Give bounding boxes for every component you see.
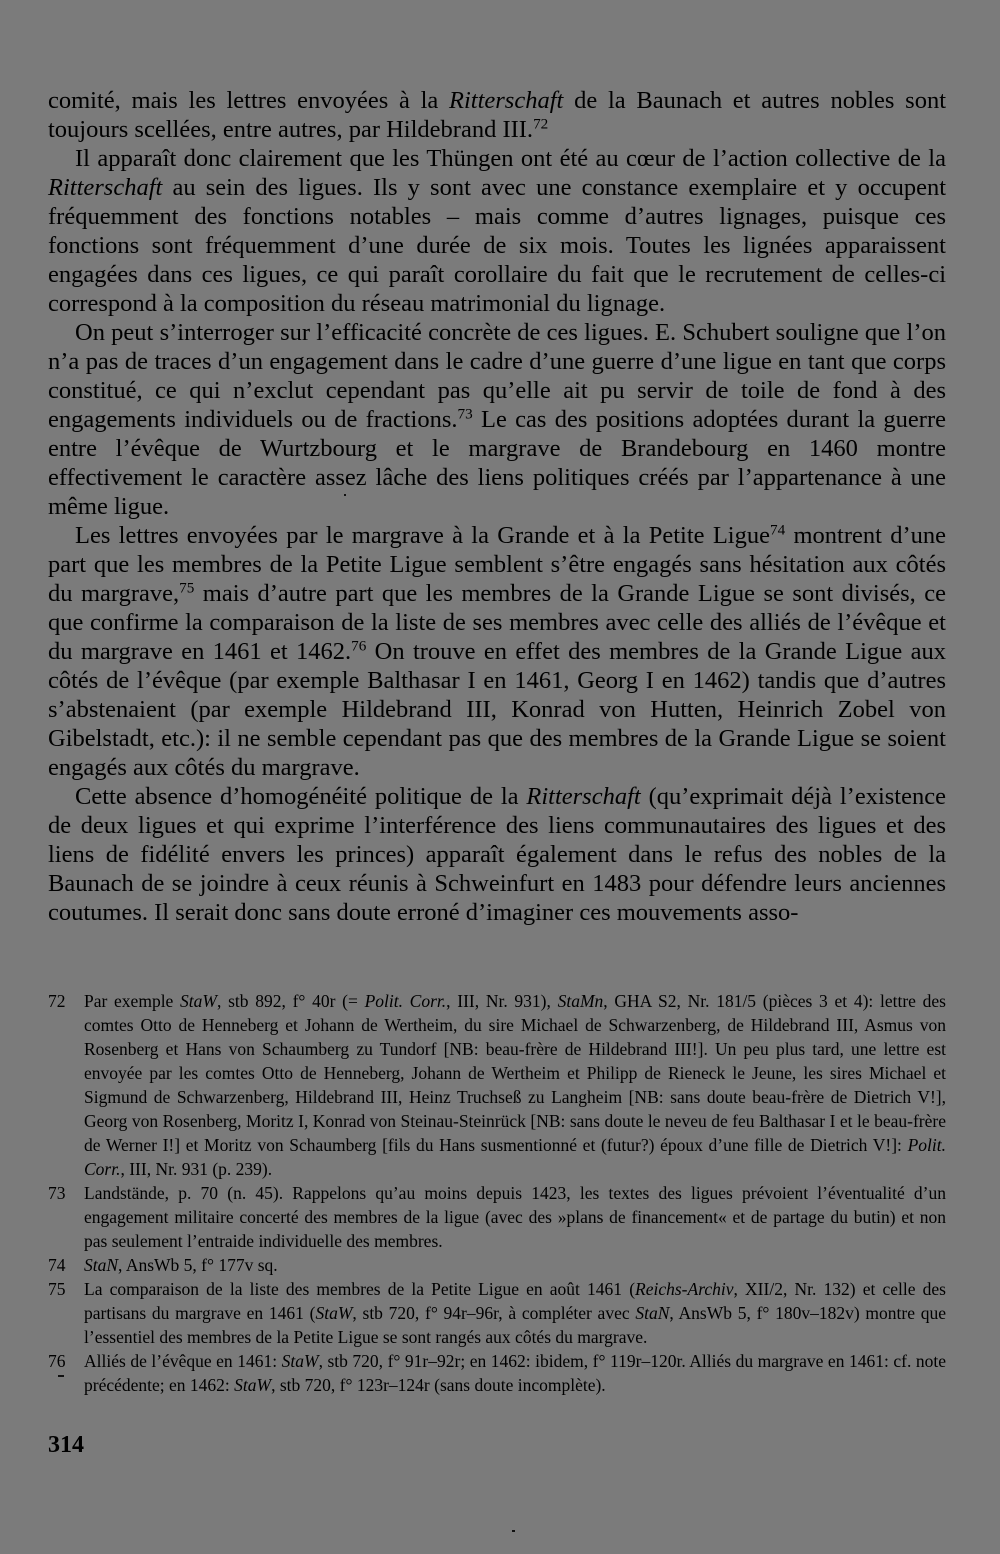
footnotes bbox=[48, 989, 946, 1397]
paragraph-4 bbox=[48, 521, 946, 782]
text-run: , III, Nr. 931), bbox=[446, 991, 558, 1011]
text-run: , stb 720, f° 91r–92r; en 1462: ibidem, f° 119r–120r. Alliés du margrave en 1461: cf. note précédente; en 1462: bbox=[84, 1351, 946, 1395]
italic-term: StaW bbox=[315, 1303, 353, 1323]
italic-term: Ritterschaft bbox=[48, 174, 163, 201]
footnote-number: 72 bbox=[48, 991, 66, 1011]
text-run: , stb 892, f° 40r (= bbox=[217, 991, 365, 1011]
italic-term: Reichs-Archiv bbox=[635, 1279, 734, 1299]
paragraph-2 bbox=[48, 144, 946, 318]
italic-term: StaW bbox=[180, 991, 217, 1011]
footnote-ref: 73 bbox=[457, 405, 473, 423]
footnote-text bbox=[84, 1349, 946, 1397]
footnote-ref: 74 bbox=[769, 521, 786, 539]
text-run: , stb 720, f° 123r–124r (sans doute incomplète). bbox=[271, 1375, 606, 1395]
text-run: Landstände, p. 70 (n. 45). Rappelons qu’au moins depuis 1423, les textes des ligues prévoient l’éventualité d’un engagement militaire concerté des membres de la ligue (avec des »plans de financement« et de partage du butin) et non pas seulement l’entraide individuelle des membres. bbox=[84, 1183, 946, 1251]
footnote-text bbox=[84, 989, 946, 1181]
footnote bbox=[48, 1277, 946, 1349]
footnote bbox=[48, 989, 946, 1181]
text-run: Par exemple bbox=[84, 991, 181, 1011]
text-run: au sein des ligues. Ils y sont avec une constance exemplaire et y occupent fréquemment des fonctions notables – mais comme d’autres lignages, puisque ces fonctions sont fréquemment d’une durée de six mois. Toutes les lignées apparaissent engagées dans ces ligues, ce qui paraît corollaire du fait que le recrutement de celles-ci correspond à la composition du réseau matrimonial du lignage. bbox=[48, 174, 946, 317]
main-text bbox=[48, 86, 946, 927]
footnote bbox=[48, 1253, 946, 1277]
text-run: mais d’autre part que les membres de la Grande Ligue se sont divisés, ce que confirme la comparaison de la liste de ses membres avec celle des alliés de l’évêque et du margrave en 1461 et 1462. bbox=[48, 580, 946, 665]
footnote-ref: 75 bbox=[179, 579, 195, 597]
text-run: Alliés de l’évêque en 1461: bbox=[84, 1351, 282, 1371]
text-run: On trouve en effet des membres de la Grande Ligue aux côtés de l’évêque (par exemple Balthasar I en 1461, Georg I en 1462) tandis que d’autres s’abstenaient (par exemple Hildebrand III, Konrad von Hutten, Heinrich Zobel von Gibelstadt, etc.): il ne semble cependant pas que des membres de la Grande Ligue se soient engagés aux côtés du margrave. bbox=[48, 638, 946, 781]
footnote-text bbox=[84, 1253, 946, 1277]
scan-speck bbox=[58, 1375, 64, 1377]
italic-term: StaMn bbox=[557, 991, 604, 1011]
italic-term: Ritterschaft bbox=[526, 783, 641, 810]
footnote-ref: 76 bbox=[351, 637, 367, 655]
text-run: de la Baunach et autres nobles sont toujours scellées, entre autres, par Hildebrand III. bbox=[48, 87, 946, 143]
text-run: , GHA S2, Nr. 181/5 (pièces 3 et 4): lettre des comtes Otto de Henneberg et Johann de Wertheim, du sire Michael de Schwarzenberg, de Hildebrand III, Asmus von Rosenberg et Hans von Schaumberg zu Tundorf [NB: beau-frère de Hildebrand III!]. Un peu plus tard, une lettre est envoyée par les comtes Otto de Henneberg, Johann de Wertheim et Philipp de Rieneck le Jeune, les sires Michael et Sigmund de Schwarzenberg, Hildebrand III, Heinz Truchseß zu Langheim [NB: sans doute beau-frère de Dietrich V!], Georg von Rosenberg, Moritz I, Konrad von Steinau-Steinrück [NB: sans doute le neveu de feu Balthasar I et le beau-frère de Werner I!] et Moritz von Schaumberg [fils du Hans susmentionné et (futur?) époux d’une fille de Dietrich V!]: bbox=[84, 991, 946, 1155]
footnote-text bbox=[84, 1277, 946, 1349]
text-run: , XII/2, Nr. 132) et celle des partisans du margrave en 1461 ( bbox=[84, 1279, 946, 1323]
text-run: On peut s’interroger sur l’efficacité concrète de ces ligues. E. Schubert souligne que l’on n’a pas de traces d’un engagement dans le cadre d’une guerre d’une ligue en tant que corps constitué, ce qui n’exclut cependant pas qu’elle ait pu servir de toile de fond à des engagements individuels ou de fractions. bbox=[48, 319, 946, 433]
text-run: (qu’exprimait déjà l’existence de deux ligues et qui exprime l’interférence des liens communautaires des ligues et des liens de fidélité envers les princes) apparaît également dans le refus des nobles de la Baunach de se joindre à ceux réunis à Schweinfurt en 1483 pour défendre leurs anciennes coutumes. Il serait donc sans doute erroné d’imaginer ces mouvements asso- bbox=[48, 783, 946, 926]
text-run: Les lettres envoyées par le margrave à la Grande et à la Petite Ligue bbox=[75, 522, 770, 549]
text-run: Il apparaît donc clairement que les Thüngen ont été au cœur de l’action collective de la bbox=[75, 145, 946, 172]
italic-term: StaN bbox=[84, 1255, 119, 1275]
italic-term: Polit. Corr. bbox=[84, 1135, 946, 1179]
italic-term: StaN bbox=[635, 1303, 670, 1323]
paragraph-3 bbox=[48, 318, 946, 521]
footnote-number: 75 bbox=[48, 1279, 66, 1299]
paragraph-1 bbox=[48, 86, 946, 144]
italic-term: Ritterschaft bbox=[449, 87, 564, 114]
footnote bbox=[48, 1181, 946, 1253]
text-run: , III, Nr. 931 (p. 239). bbox=[120, 1159, 273, 1179]
footnote-number: 73 bbox=[48, 1183, 66, 1203]
text-run: comité, mais les lettres envoyées à la bbox=[48, 87, 450, 114]
footnote bbox=[48, 1349, 946, 1397]
scan-speck bbox=[512, 1530, 515, 1532]
italic-term: StaW bbox=[234, 1375, 272, 1395]
text-run: La comparaison de la liste des membres de la Petite Ligue en août 1461 ( bbox=[84, 1279, 636, 1299]
italic-term: StaW bbox=[281, 1351, 319, 1371]
text-run: , AnsWb 5, f° 177v sq. bbox=[118, 1255, 278, 1275]
footnote-text bbox=[84, 1181, 946, 1253]
text-run: , stb 720, f° 94r–96r, à compléter avec bbox=[352, 1303, 636, 1323]
italic-term: Polit. Corr. bbox=[364, 991, 447, 1011]
footnote-ref: 72 bbox=[533, 115, 549, 133]
text-run: montrent d’une part que les membres de la Petite Ligue semblent s’être engagés sans hésitation aux côtés du margrave, bbox=[48, 522, 946, 607]
footnote-number: 76 bbox=[48, 1351, 66, 1371]
paragraph-5 bbox=[48, 782, 946, 927]
page-number: 314 bbox=[48, 1432, 84, 1458]
scan-speck bbox=[344, 494, 346, 496]
footnote-number: 74 bbox=[48, 1255, 66, 1275]
text-run: Cette absence d’homogénéité politique de la bbox=[75, 783, 527, 810]
text-run: Le cas des positions adoptées durant la guerre entre l’évêque de Wurtzbourg et le margrave de Brandebourg en 1460 montre effectivement le caractère assez lâche des liens politiques créés par l’appartenance à une même ligue. bbox=[48, 406, 946, 520]
text-run: , AnsWb 5, f° 180v–182v) montre que l’essentiel des membres de la Petite Ligue se sont rangés aux côtés du margrave. bbox=[84, 1303, 946, 1347]
